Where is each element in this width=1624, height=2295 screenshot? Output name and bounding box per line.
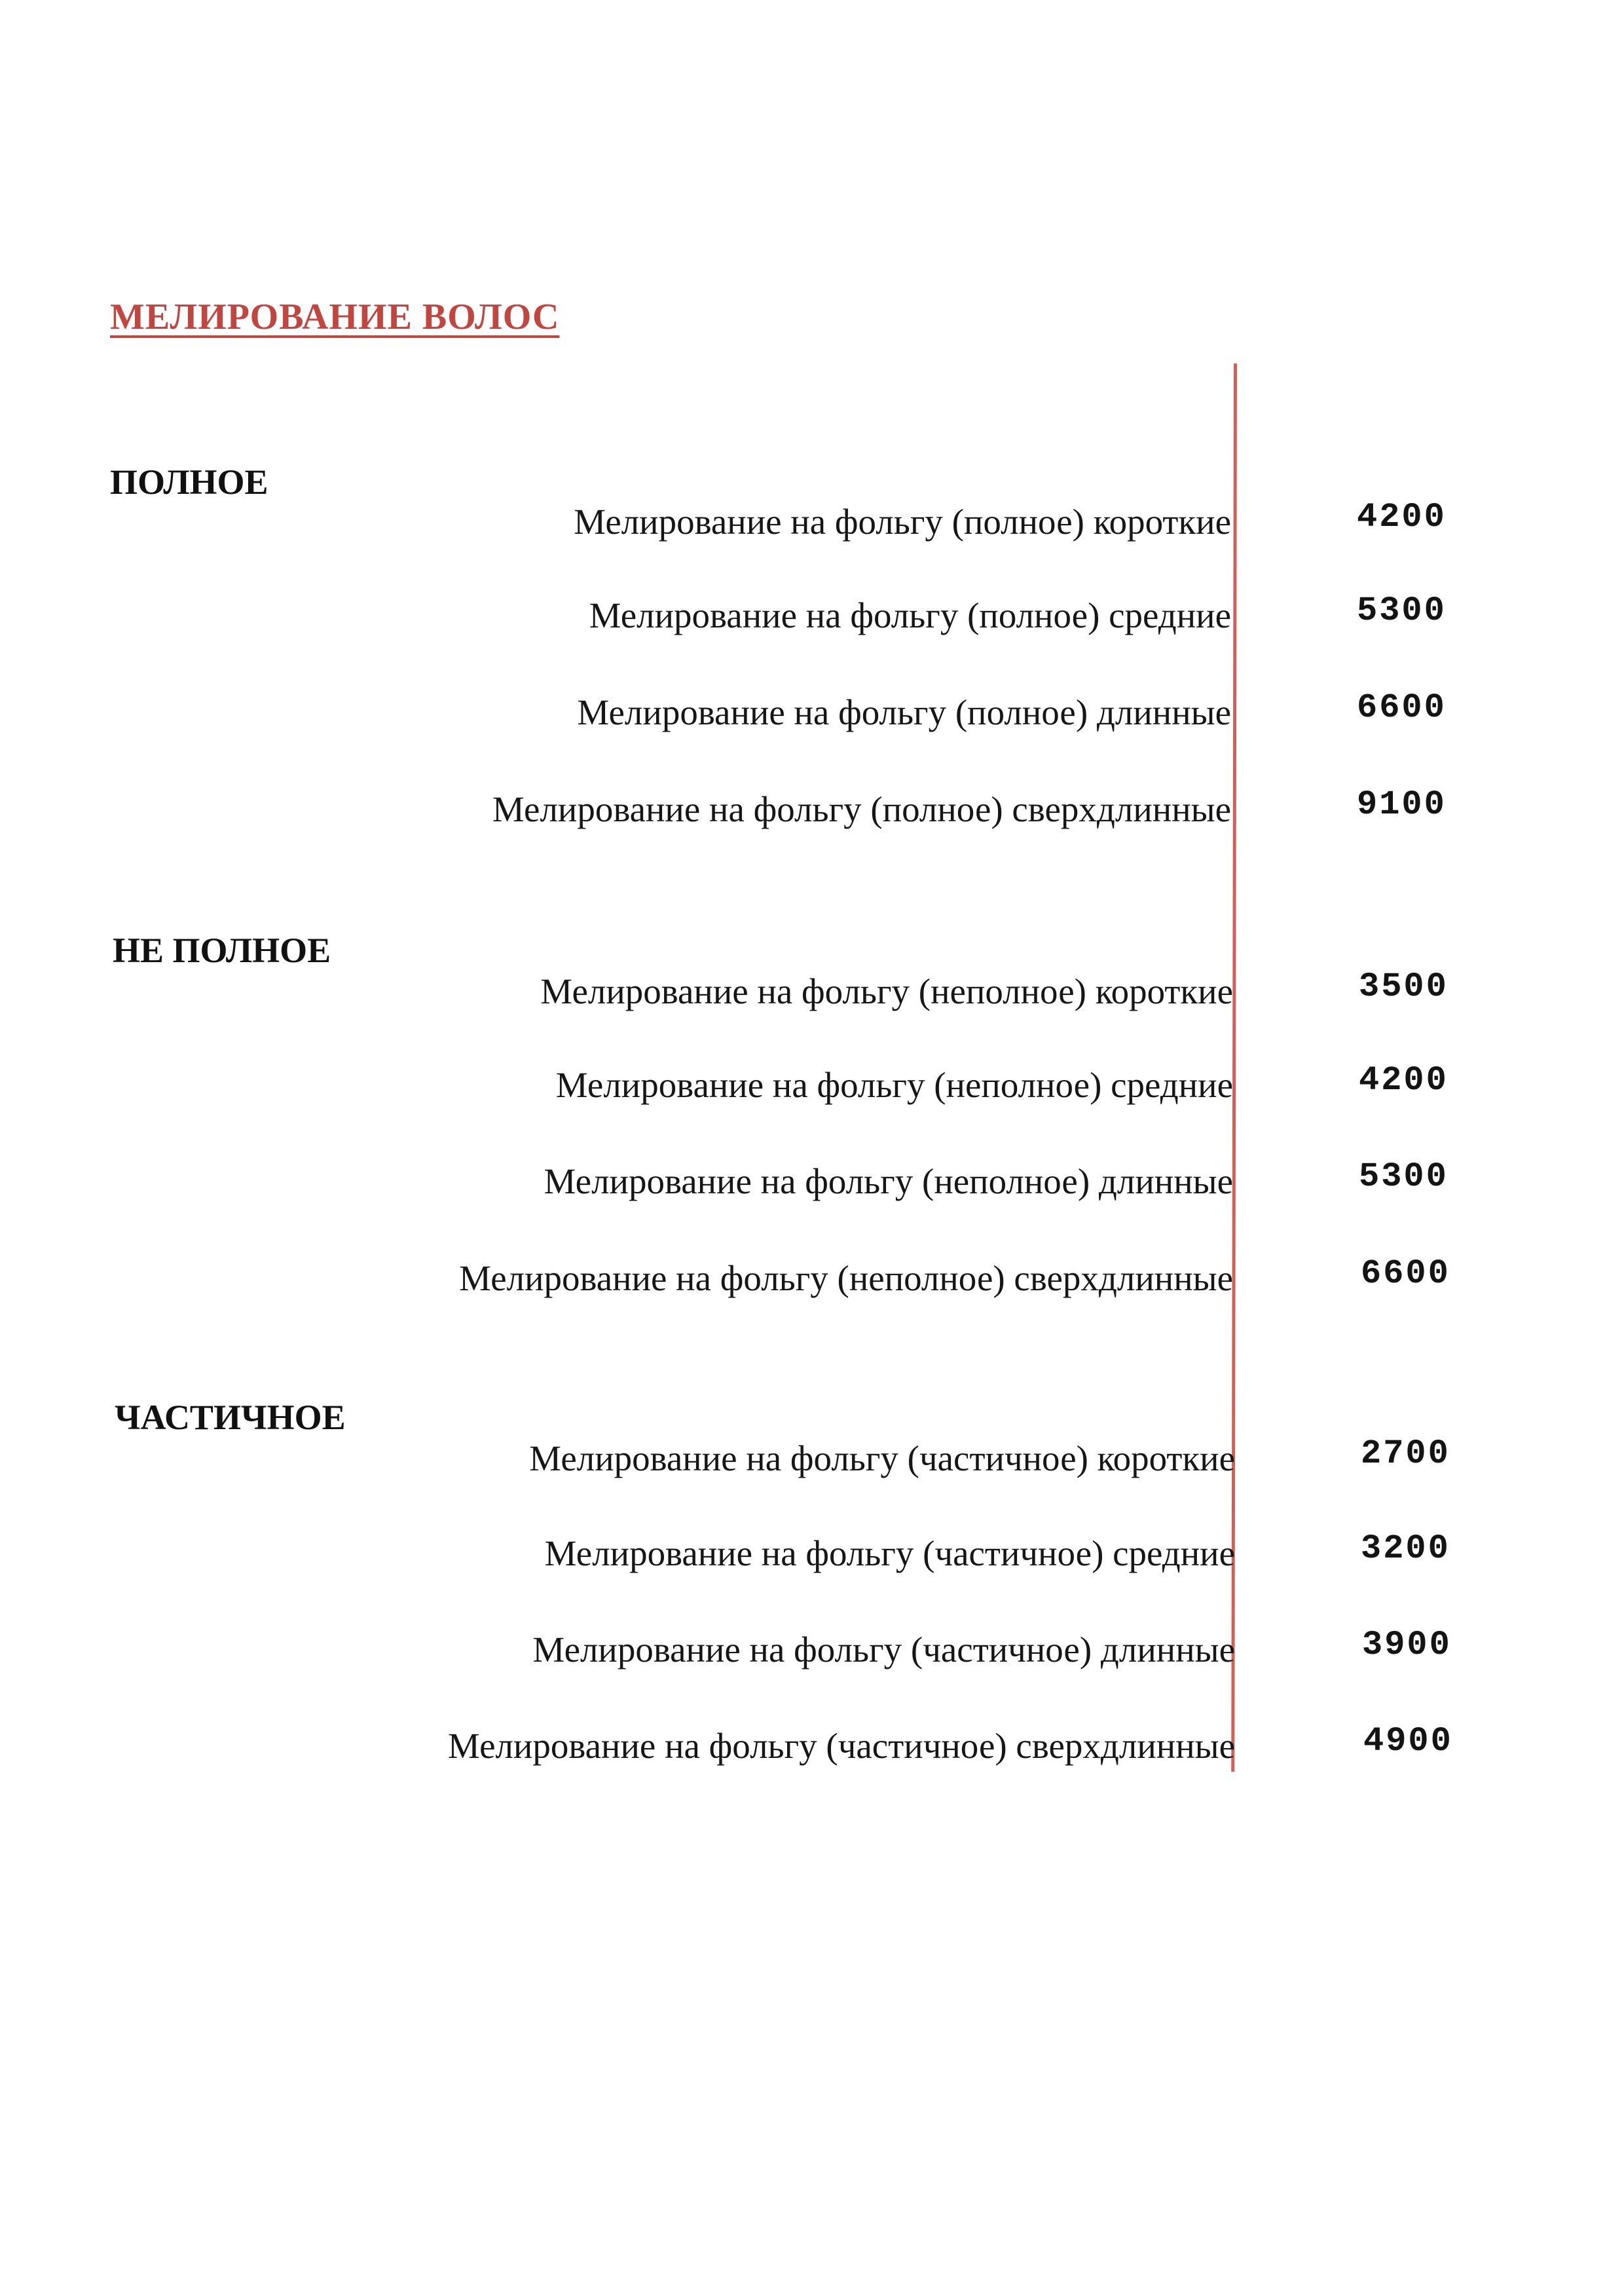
service-price: 3200 (1361, 1529, 1450, 1568)
section-heading: ЧАСТИЧНОЕ (115, 1398, 346, 1437)
service-name: Мелирование на фольгу (неполное) длинные (544, 1161, 1233, 1201)
service-name: Мелирование на фольгу (частичное) короткие (529, 1438, 1235, 1478)
service-price: 3500 (1359, 967, 1449, 1006)
service-price: 6600 (1357, 688, 1447, 727)
service-price: 4900 (1363, 1722, 1453, 1761)
service-price: 4200 (1359, 1061, 1449, 1100)
page-title: МЕЛИРОВАНИЕ ВОЛОС (110, 297, 560, 337)
service-price: 4200 (1357, 498, 1447, 536)
service-name: Мелирование на фольгу (полное) длинные (577, 692, 1231, 732)
service-price: 5300 (1357, 591, 1447, 630)
service-name: Мелирование на фольгу (полное) сверхдлинные (492, 789, 1231, 829)
service-price: 2700 (1361, 1434, 1450, 1473)
service-name: Мелирование на фольгу (частичное) сверхдлинные (447, 1726, 1235, 1766)
service-name: Мелирование на фольгу (полное) средние (589, 595, 1231, 635)
section-heading: ПОЛНОЕ (110, 462, 268, 502)
service-name: Мелирование на фольгу (неполное) средние (555, 1065, 1233, 1105)
section-heading: НЕ ПОЛНОЕ (113, 931, 331, 970)
service-name: Мелирование на фольгу (неполное) сверхдлинные (459, 1258, 1233, 1298)
service-name: Мелирование на фольгу (частичное) средние (544, 1533, 1235, 1573)
service-price: 9100 (1357, 785, 1447, 824)
service-name: Мелирование на фольгу (неполное) короткие (540, 971, 1233, 1011)
service-price: 5300 (1359, 1157, 1449, 1196)
service-name: Мелирование на фольгу (частичное) длинные (532, 1630, 1235, 1670)
service-name: Мелирование на фольгу (полное) короткие (574, 502, 1231, 542)
service-price: 3900 (1362, 1626, 1452, 1664)
service-price: 6600 (1361, 1254, 1450, 1293)
